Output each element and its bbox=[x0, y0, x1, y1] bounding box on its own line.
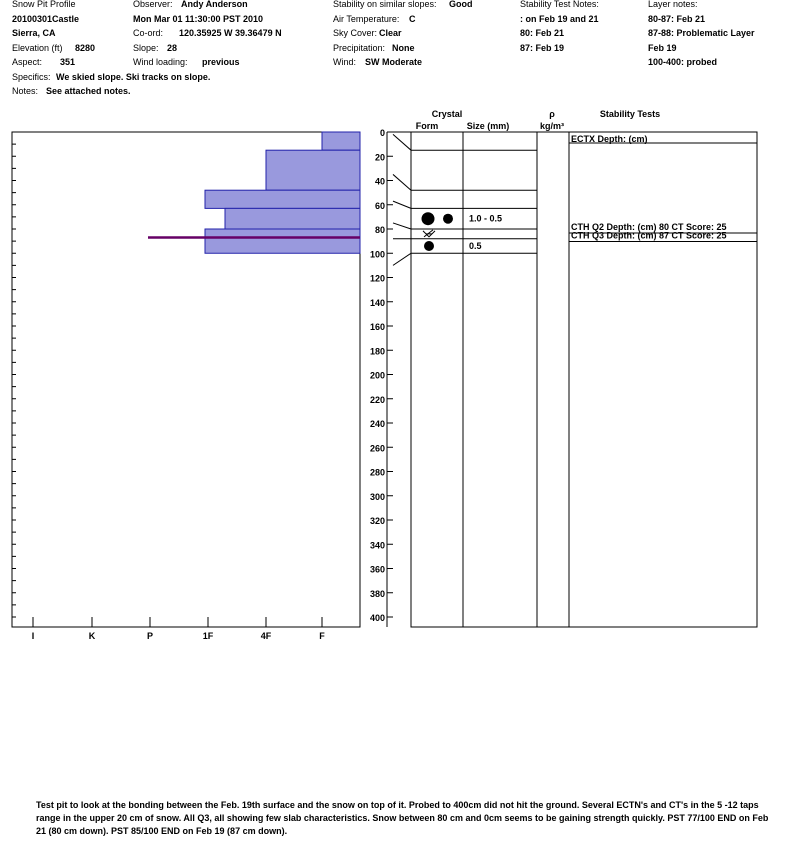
size-header: Size (mm) bbox=[466, 121, 510, 131]
hardness-label: K bbox=[88, 631, 96, 641]
surface-hoar-symbol bbox=[423, 230, 435, 237]
header-value: 80: Feb 21 bbox=[520, 28, 565, 38]
crystal-header: Crystal bbox=[431, 109, 463, 119]
hardness-label: P bbox=[146, 631, 154, 641]
header-value: None bbox=[392, 42, 415, 53]
header-value: 87-88: Problematic Layer bbox=[648, 28, 755, 38]
header-value: 28 bbox=[167, 42, 178, 53]
header-value: 87: Feb 19 bbox=[520, 42, 565, 53]
depth-tick-label: 0 bbox=[379, 128, 385, 138]
header-label: Stability Test Notes: bbox=[520, 0, 599, 9]
hardness-label: 4F bbox=[260, 631, 272, 641]
depth-tick-label: 80 bbox=[374, 225, 385, 235]
header-value: Good bbox=[449, 0, 473, 9]
form-header: Form bbox=[415, 121, 439, 131]
hardness-label: 1F bbox=[202, 631, 214, 641]
hardness-label: I bbox=[31, 631, 35, 641]
depth-tick-label: 260 bbox=[369, 443, 385, 454]
header-value: C bbox=[409, 13, 416, 24]
header-label: Slope: bbox=[133, 42, 159, 53]
layer-connector bbox=[393, 201, 411, 208]
depth-tick-label: 20 bbox=[374, 152, 385, 163]
header-value: We skied slope. Ski tracks on slope. bbox=[56, 71, 211, 82]
stability-header: Stability Tests bbox=[599, 109, 661, 119]
depth-tick-label: 100 bbox=[369, 249, 385, 260]
header-value: SW Moderate bbox=[365, 57, 423, 67]
header-label: Aspect: bbox=[12, 57, 43, 67]
header-label: Sky Cover: bbox=[333, 28, 378, 38]
stability-test-label: ECTX Depth: (cm) bbox=[571, 134, 648, 144]
header-value: : on Feb 19 and 21 bbox=[520, 13, 599, 24]
hardness-layer-bar bbox=[225, 208, 360, 229]
header-label: Air Temperature: bbox=[333, 13, 400, 24]
header-label: Elevation (ft) bbox=[12, 42, 63, 53]
header-label: Wind loading: bbox=[133, 57, 188, 67]
grain-size: 0.5 bbox=[469, 240, 482, 251]
header-value: 80-87: Feb 21 bbox=[648, 13, 706, 24]
depth-tick-label: 400 bbox=[369, 613, 385, 623]
header-value: previous bbox=[202, 57, 240, 67]
header-value: Feb 19 bbox=[648, 42, 677, 53]
depth-tick-label: 380 bbox=[369, 588, 385, 599]
header-label: Co-ord: bbox=[133, 28, 164, 38]
layer-connector bbox=[393, 174, 411, 190]
hardness-label: F bbox=[319, 631, 325, 641]
header-label: Snow Pit Profile bbox=[12, 0, 76, 9]
header-label: Observer: bbox=[133, 0, 173, 9]
header-label: Notes: bbox=[12, 86, 39, 96]
notes-paragraph: Test pit to look at the bonding between the Feb. 19th surface and the snow on top of it. Probed to 400cm did not hit the ground. Several ECTN's and CT's in the 5 -12 taps range in the upper 20 cm of snow. All Q3, all showing few slab characteristics. Snow between 80 cm and 0cm seems to be gaining strength quickly. PST 77/100 END on Feb 21 (80 cm down). PST 85/100 END on Feb 19 (87 cm down). bbox=[36, 800, 769, 836]
depth-tick-label: 280 bbox=[369, 467, 385, 478]
grain-size: 1.0 - 0.5 bbox=[469, 213, 503, 224]
header-label: Wind: bbox=[333, 57, 357, 67]
layer-connector bbox=[393, 134, 411, 150]
depth-tick-label: 180 bbox=[369, 346, 385, 357]
layer-connector bbox=[393, 223, 411, 229]
depth-tick-label: 320 bbox=[369, 516, 385, 526]
depth-tick-label: 40 bbox=[374, 176, 385, 187]
depth-tick-label: 120 bbox=[369, 273, 385, 284]
grain-round-symbol bbox=[422, 212, 435, 225]
stability-test-label: CTH Q3 Depth: (cm) 87 CT Score: 25 bbox=[571, 230, 727, 241]
header-label: Layer notes: bbox=[648, 0, 698, 9]
header-value: 20100301Castle bbox=[12, 13, 80, 24]
depth-tick-label: 140 bbox=[369, 297, 385, 308]
depth-tick-label: 360 bbox=[369, 564, 385, 575]
header-value: 120.35925 W 39.36479 N bbox=[179, 28, 282, 38]
header-label: Precipitation: bbox=[333, 42, 386, 53]
header-value: Sierra, CA bbox=[12, 28, 56, 38]
header-value: Mon Mar 01 11:30:00 PST 2010 bbox=[133, 13, 264, 24]
header-value: 8280 bbox=[75, 42, 96, 53]
header-value: 351 bbox=[60, 57, 76, 67]
header-label: Stability on similar slopes: bbox=[333, 0, 437, 9]
header-value: 100-400: probed bbox=[648, 57, 718, 67]
depth-tick-label: 240 bbox=[369, 419, 385, 429]
header-label: Specifics: bbox=[12, 71, 51, 82]
depth-tick-label: 160 bbox=[369, 322, 385, 332]
layer-connector bbox=[393, 253, 411, 265]
header-value: See attached notes. bbox=[46, 86, 131, 96]
depth-tick-label: 300 bbox=[369, 491, 385, 502]
header-value: Clear bbox=[379, 28, 402, 38]
grain-round-symbol bbox=[443, 214, 453, 224]
depth-tick-label: 60 bbox=[374, 200, 385, 211]
grain-round-symbol bbox=[424, 241, 434, 251]
hardness-layer-bar bbox=[205, 190, 360, 208]
stability-test-label: CTH Q2 Depth: (cm) 80 CT Score: 25 bbox=[571, 222, 727, 232]
depth-tick-label: 220 bbox=[369, 394, 385, 405]
density-symbol: ρ bbox=[549, 109, 555, 119]
density-unit: kg/m³ bbox=[539, 121, 565, 131]
depth-tick-label: 200 bbox=[369, 370, 385, 381]
header-value: Andy Anderson bbox=[181, 0, 248, 9]
hardness-layer-bar bbox=[322, 132, 360, 150]
hardness-layer-bar bbox=[266, 150, 360, 190]
depth-tick-label: 340 bbox=[369, 540, 385, 551]
hardness-layer-bar bbox=[205, 229, 360, 253]
